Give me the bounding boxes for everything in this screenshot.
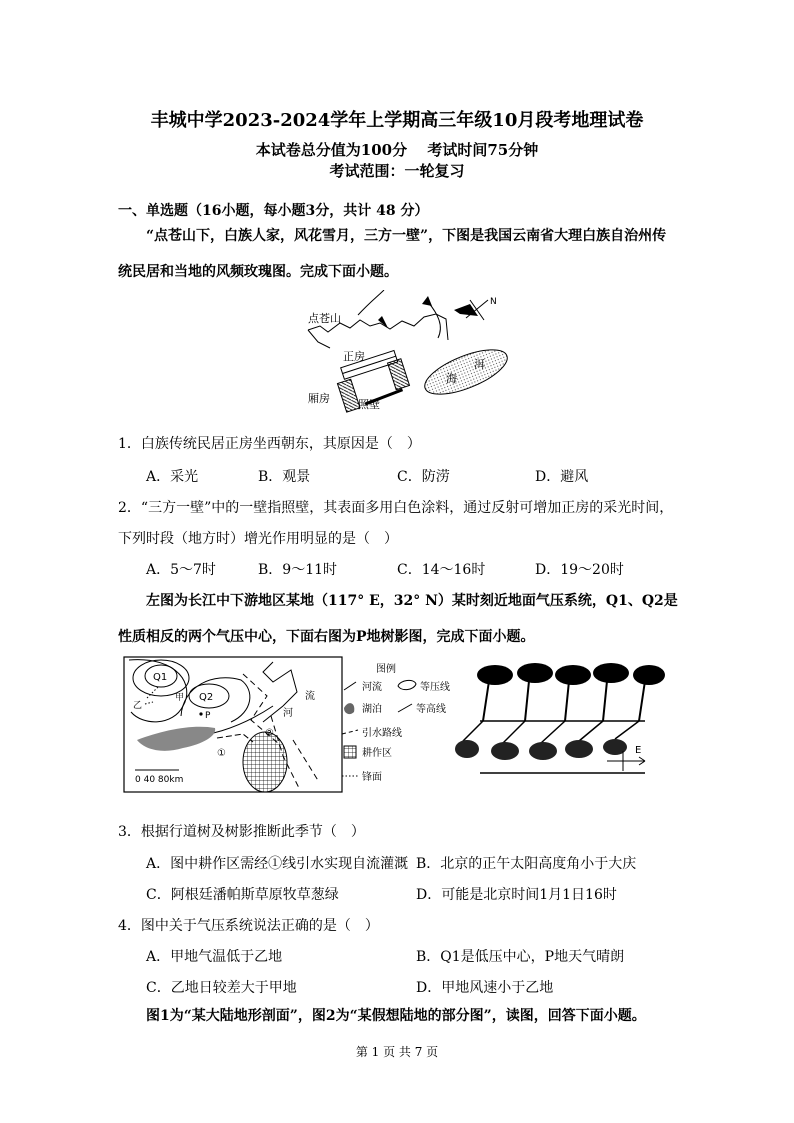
wind-arrow-curve: [358, 290, 384, 315]
wind-arrow-right: [428, 302, 440, 338]
q3-option-a: A．图中耕作区需经①线引水实现自流灌溉: [146, 856, 409, 872]
tree-crowns: [477, 663, 665, 685]
main-house-label: 正房: [343, 350, 365, 363]
yi-label: 乙: [133, 701, 143, 711]
mountain-label: 点苍山: [308, 312, 341, 325]
section-heading: 一、单选题（16小题，每小题3分，共计 48 分）: [118, 203, 429, 219]
q3-option-c: C．阿根廷潘帕斯草原牧草葱绿: [146, 887, 339, 903]
page-footer: 第 1 页 共 7 页: [355, 1045, 439, 1059]
exam-scope: 考试范围：一轮复习: [329, 162, 465, 180]
figure-2-legend: [340, 660, 460, 790]
figure-2-pressure-map: [123, 656, 343, 793]
scale-label: 0 40 80km: [135, 775, 184, 785]
q4-option-c: C．乙地日较差大于甲地: [146, 980, 297, 996]
q4-option-d: D．甲地风速小于乙地: [416, 980, 554, 996]
jia-label: 甲: [175, 693, 185, 703]
side-house-right: [388, 359, 410, 390]
legend-lake-symbol: [344, 703, 354, 714]
question-3: 3．根据行道树及树影推断此季节（ ）: [118, 824, 365, 840]
question-2-line-1: 2．“三方一壁”中的一壁指照壁，其表面多用白色涂料，通过反射可增加正房的采光时间，: [118, 500, 674, 516]
legend-canal-symbol: [342, 730, 358, 734]
legend-river-symbol: [344, 682, 356, 690]
tree-trunks: [483, 681, 645, 721]
erhai-lake: [419, 341, 513, 404]
tree-shadows: [455, 739, 627, 760]
farm-area: [243, 732, 287, 792]
q4-option-a: A．甲地气温低于乙地: [146, 949, 283, 965]
intro-paragraph-1: “点苍山下，白族人家，风花雪月，三方一壁”，下图是我国云南省大理白族自治州传统民居和当地的风频玫瑰图。完成下面小题。: [118, 228, 667, 280]
north-label: N: [490, 297, 497, 307]
canal-mark-2: ②: [265, 728, 274, 739]
q1-option-a: A．采光: [146, 469, 199, 485]
question-1: 1．白族传统民居正房坐西朝东，其原因是（ ）: [118, 436, 421, 452]
figure-2-tree-shadow: [455, 655, 670, 780]
q2-option-d: D．19～20时: [535, 562, 624, 578]
legend-isobar: 等压线: [420, 682, 450, 693]
q3-option-d: D．可能是北京时间1月1日16时: [416, 887, 617, 903]
q2-option-c: C．14～16时: [397, 562, 486, 578]
score-time: 本试卷总分值为100分 考试时间75分钟: [255, 141, 539, 159]
legend-title: 图例: [376, 664, 396, 675]
q1-option-c: C．防涝: [397, 469, 450, 485]
question-4: 4．图中关于气压系统说法正确的是（ ）: [118, 918, 379, 934]
intro-paragraph-2: 左图为长江中下游地区某地（117° E，32° N）某时刻近地面气压系统，Q1、Q2是性质相反的两个气压中心，下面右图为P地树影图，完成下面小题。: [118, 593, 678, 645]
q2-option-a: A．5～7时: [146, 562, 216, 578]
question-2-line-2: 下列时段（地方时）增光作用明显的是（ ）: [118, 531, 398, 547]
q3-option-b: B．北京的正午太阳高度角小于大庆: [416, 856, 637, 872]
side-house-label: 厢房: [308, 392, 330, 405]
wind-arrow-head: [378, 316, 388, 328]
river-char-1: 流: [305, 691, 315, 702]
figure-1-house-and-wind-rose: [298, 290, 513, 415]
q1-option-d: D．避风: [535, 469, 589, 485]
q4-option-b: B．Q1是低压中心，P地天气晴朗: [416, 949, 625, 965]
wind-arrow-right-head: [422, 296, 432, 306]
legend-contour: 等高线: [416, 704, 446, 715]
mountain-slope: [308, 330, 330, 348]
point-p: [199, 712, 202, 715]
legend-contour-symbol: [398, 704, 412, 712]
east-label: E: [635, 745, 642, 756]
legend-farm: 耕作区: [362, 748, 392, 759]
legend-front: 锋面: [362, 772, 382, 783]
legend-farm-symbol: [344, 746, 356, 758]
lake-char-1: 海: [446, 372, 457, 385]
canal-mark-1: ①: [217, 748, 226, 759]
lake-char-2: 洱: [474, 358, 485, 371]
wall-label: 照壁: [358, 398, 380, 411]
exam-title: 丰城中学2023-2024学年上学期高三年级10月段考地理试卷: [150, 110, 644, 131]
legend-canal: 引水路线: [362, 728, 402, 739]
legend-isobar-symbol: [398, 680, 416, 689]
legend-river: 河流: [362, 682, 382, 693]
legend-lake: 湖泊: [362, 704, 382, 715]
p-label: P: [205, 711, 211, 721]
q1-label: Q1: [153, 672, 168, 683]
intro-paragraph-3: 图1为“某大陆地形剖面”，图2为“某假想陆地的部分图”，读图，回答下面小题。: [146, 1008, 646, 1024]
river-char-2: 河: [283, 708, 293, 719]
q2-option-b: B．9～11时: [258, 562, 338, 578]
q2-label: Q2: [199, 692, 214, 703]
side-house-left: [337, 379, 360, 412]
q1-option-b: B．观景: [258, 469, 311, 485]
